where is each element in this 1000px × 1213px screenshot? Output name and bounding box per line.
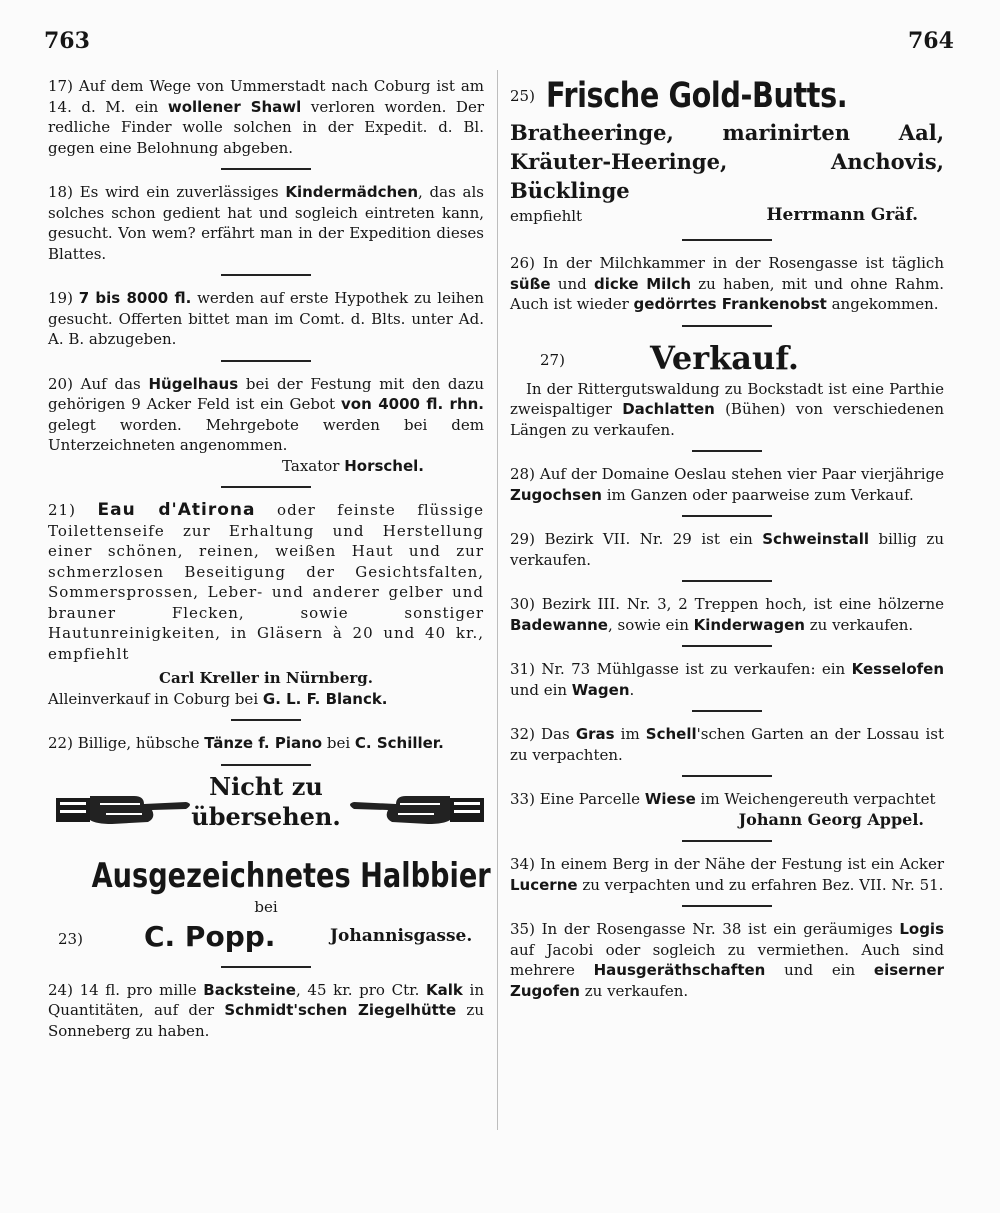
ad-highlight: Lucerne bbox=[510, 875, 578, 894]
ad-text: zu verpachten und zu erfahren Bez. VII. Nr. 51. bbox=[577, 875, 944, 894]
separator bbox=[692, 710, 762, 712]
ad-highlight: 7 bis 8000 fl. bbox=[78, 289, 192, 307]
separator bbox=[682, 840, 772, 842]
ad-highlight: dicke Milch bbox=[594, 274, 691, 293]
nicht-zu-line: Nicht zu bbox=[209, 771, 323, 801]
separator bbox=[692, 450, 762, 452]
separator bbox=[221, 360, 311, 362]
separator bbox=[682, 905, 772, 907]
ad-text: und ein bbox=[510, 680, 572, 699]
ad-text: zu haben, mit und ohne Rahm. Auch ist wieder bbox=[510, 274, 944, 313]
ad-highlight: Kalk bbox=[426, 980, 463, 999]
right-column bbox=[510, 76, 944, 1001]
ad-23 bbox=[48, 771, 491, 960]
signer-name: Herrmann Gräf. bbox=[766, 205, 918, 225]
ad-text: 'schen Garten an der Lossau ist zu verpachten. bbox=[510, 725, 944, 764]
gold-butts-headline: Frische Gold-Butts. bbox=[546, 76, 848, 116]
ad-highlight: Badewanne bbox=[510, 615, 608, 634]
ad-highlight: Schweinstall bbox=[762, 530, 869, 548]
ad-26 bbox=[510, 253, 944, 315]
ad-25-headline-row bbox=[510, 76, 944, 116]
ad-text: 26) In der Milchkammer in der Rosengasse ist täglich bbox=[510, 254, 944, 272]
ad-text: und ein bbox=[765, 961, 874, 979]
separator bbox=[682, 325, 772, 327]
ad-highlight: wollener Shawl bbox=[167, 97, 302, 116]
ad-highlight: G. L. F. Blanck. bbox=[262, 689, 388, 708]
ad-33 bbox=[510, 789, 944, 810]
ad-text: oder feinste flüssige Toilettenseife zur Erhaltung und Herstellung einer schönen, reinen, weißen Haut und zur schmerzlosen Beseitigung der Gesichtsfalten, Sommersprossen, Leber- und anderer gelber und brauner Flecken, sowie sonstiger Hautunreinigkeiten, in Gläsern à 20 und 40 kr., empfiehlt bbox=[48, 501, 485, 663]
ad-text: , sowie ein bbox=[607, 615, 694, 634]
page-number-left: 763 bbox=[44, 28, 90, 54]
signer-title: Taxator bbox=[282, 456, 345, 475]
ad-31 bbox=[510, 659, 944, 700]
ad-text: , das als solches schon gedient hat und sogleich eintreten kann, gesucht. Von wem? erfährt man in der Expedition dieses Blattes. bbox=[48, 183, 484, 263]
ad-highlight: Backsteine bbox=[203, 980, 296, 999]
ad-text: 22) Billige, hübsche bbox=[48, 734, 205, 752]
merchant-name: C. Popp. bbox=[144, 919, 276, 953]
ad-text: im Ganzen oder paarweise zum Verkauf. bbox=[601, 485, 914, 504]
ad-33-signer: Johann Georg Appel. bbox=[738, 809, 924, 829]
ad-32 bbox=[510, 724, 944, 765]
ad-27-text bbox=[510, 379, 944, 441]
ad-text: 34) In einem Berg in der Nähe der Festung ist ein Acker bbox=[510, 855, 944, 873]
ad-text: . bbox=[629, 680, 635, 699]
ad-27-title-row bbox=[510, 339, 944, 379]
ad-text: billig zu verkaufen. bbox=[510, 530, 944, 569]
ad-text: 18) Es wird ein zuverlässiges bbox=[48, 183, 286, 201]
ad-highlight: Schell bbox=[645, 725, 697, 743]
ad-text: zu Sonneberg zu haben. bbox=[48, 1001, 484, 1040]
separator bbox=[682, 580, 772, 582]
ad-21 bbox=[48, 500, 484, 664]
ad-highlight: Tänze f. Piano bbox=[204, 734, 323, 752]
ad-text: 20) Auf das bbox=[48, 374, 149, 393]
ad-18 bbox=[48, 182, 484, 264]
ad-number: 27) bbox=[540, 350, 565, 369]
ad-text: 28) Auf der Domaine Oeslau stehen vier Paar vierjährige bbox=[510, 465, 944, 483]
ad-text: zu verkaufen. bbox=[579, 981, 689, 1000]
ad-21-signer: Carl Kreller in Nürnberg. bbox=[159, 669, 373, 687]
ad-text: zu verkaufen. bbox=[804, 615, 914, 634]
ad-highlight: Kindermädchen bbox=[285, 183, 419, 201]
ad-24 bbox=[48, 980, 484, 1042]
ad-text: im bbox=[614, 725, 646, 743]
ad-25 bbox=[510, 76, 944, 229]
separator bbox=[231, 719, 301, 721]
ad-highlight: Hausgeräthschaften bbox=[593, 961, 766, 979]
ad-text: 17) Auf dem Wege von Ummerstadt nach Coburg ist am 14. d. M. ein bbox=[48, 77, 484, 116]
ad-highlight: Dachlatten bbox=[622, 400, 715, 418]
page-number-right: 764 bbox=[908, 28, 954, 54]
ad-34 bbox=[510, 854, 944, 895]
separator bbox=[221, 168, 311, 170]
ad-text: und bbox=[550, 274, 594, 293]
ad-28 bbox=[510, 464, 944, 505]
ad-text: werden auf erste Hypothek zu leihen gesucht. Offerten bittet man im Comt. d. Blts. unter Ad. A. B. abzugeben. bbox=[48, 289, 484, 348]
ad-text: angekommen. bbox=[826, 295, 939, 313]
ad-30 bbox=[510, 594, 944, 635]
popp-line bbox=[48, 916, 484, 960]
ad-number: 25) bbox=[510, 87, 535, 105]
ad-highlight: Wiese bbox=[644, 790, 696, 808]
ad-highlight: Schmidt'schen Ziegelhütte bbox=[224, 1001, 457, 1019]
ad-text: Alleinverkauf in Coburg bei bbox=[48, 689, 263, 708]
ad-highlight: süße bbox=[510, 274, 551, 293]
ad-highlight: von 4000 fl. rhn. bbox=[341, 395, 484, 413]
ad-text: auf Jacobi oder sogleich zu vermiethen. Auch sind mehrere bbox=[510, 940, 944, 979]
ad-text: (Bühen) von verschiedenen Längen zu verkaufen. bbox=[510, 400, 944, 439]
ad-25-signer-row bbox=[510, 205, 944, 229]
ad-text: 35) In der Rosengasse Nr. 38 ist ein geräumiges bbox=[510, 920, 900, 938]
empfiehlt-label: empfiehlt bbox=[510, 207, 583, 225]
ad-27 bbox=[510, 339, 944, 441]
ad-17 bbox=[48, 76, 484, 158]
separator bbox=[221, 764, 311, 766]
ad-text: 24) 14 fl. pro mille bbox=[48, 980, 204, 999]
ad-highlight: Eau d'Atirona bbox=[97, 500, 256, 520]
ad-20-signer bbox=[48, 456, 484, 477]
ad-highlight: Hügelhaus bbox=[148, 374, 239, 393]
ad-25-products: Bratheeringe, marinirten Aal, Kräuter-Heeringe, Anchovis, Bücklinge bbox=[510, 120, 944, 203]
ad-number: 23) bbox=[58, 929, 83, 948]
left-column bbox=[48, 76, 491, 1041]
ad-highlight: Wagen bbox=[571, 680, 630, 699]
separator bbox=[221, 966, 311, 968]
ad-text: 33) Eine Parcelle bbox=[510, 790, 645, 808]
ad-29 bbox=[510, 529, 944, 570]
separator bbox=[682, 775, 772, 777]
uebersehen-line: übersehen. bbox=[191, 801, 341, 831]
ad-22 bbox=[48, 733, 484, 754]
ad-text: verloren worden. Der redliche Finder wolle solchen in der Expedit. d. Bl. gegen eine Belohnung abgeben. bbox=[48, 97, 484, 157]
ad-highlight: Logis bbox=[899, 920, 944, 938]
halbbier-headline: Ausgezeichnetes Halbbier bbox=[91, 855, 491, 896]
ad-highlight: Zugochsen bbox=[510, 485, 602, 504]
ad-text: 32) Das bbox=[510, 725, 576, 743]
ad-text: 21) bbox=[48, 501, 98, 519]
ad-text: 29) Bezirk VII. Nr. 29 ist ein bbox=[510, 530, 763, 548]
separator bbox=[682, 515, 772, 517]
ad-text: 31) Nr. 73 Mühlgasse ist zu verkaufen: ein bbox=[510, 660, 852, 678]
ad-text: in Quantitäten, auf der bbox=[48, 980, 485, 1019]
bei-label: bei bbox=[254, 897, 278, 916]
ad-text: , 45 kr. pro Ctr. bbox=[296, 980, 427, 999]
merchant-street: Johannisgasse. bbox=[330, 925, 473, 946]
ad-text: bei der Festung mit den dazu gehörigen 9 Acker Feld ist ein Gebot bbox=[48, 374, 484, 413]
column-divider bbox=[497, 70, 498, 1130]
nicht-zu-uebersehen-banner bbox=[48, 772, 484, 850]
ad-highlight: gedörrtes Frankenobst bbox=[633, 295, 827, 313]
ad-text: 19) bbox=[48, 289, 79, 307]
ad-text: bei bbox=[322, 734, 355, 752]
ad-19 bbox=[48, 288, 484, 350]
ad-35 bbox=[510, 919, 944, 1001]
verkauf-heading: Verkauf. bbox=[650, 338, 800, 377]
separator bbox=[682, 239, 772, 241]
ad-text: In der Rittergutswaldung zu Bockstadt ist eine Parthie zweispaltiger bbox=[510, 379, 944, 418]
separator bbox=[682, 645, 772, 647]
ad-highlight: Kesselofen bbox=[851, 660, 944, 678]
signer-name: Horschel. bbox=[344, 456, 424, 475]
pointing-hand-left-icon bbox=[344, 784, 484, 838]
ad-text: 30) Bezirk III. Nr. 3, 2 Treppen hoch, ist eine hölzerne bbox=[510, 595, 944, 613]
separator bbox=[221, 486, 311, 488]
ad-20 bbox=[48, 374, 484, 456]
ad-text: gelegt worden. Mehrgebote werden bei dem Unterzeichneten angenommen. bbox=[48, 415, 484, 454]
ad-21-agent bbox=[48, 689, 484, 710]
ad-highlight: eiserner Zugofen bbox=[510, 961, 944, 1000]
ad-highlight: C. Schiller. bbox=[354, 734, 444, 752]
ad-highlight: Kinderwagen bbox=[693, 615, 805, 634]
separator bbox=[221, 274, 311, 276]
ad-text: im Weichengereuth verpachtet bbox=[695, 790, 936, 808]
ad-highlight: Gras bbox=[575, 725, 615, 743]
